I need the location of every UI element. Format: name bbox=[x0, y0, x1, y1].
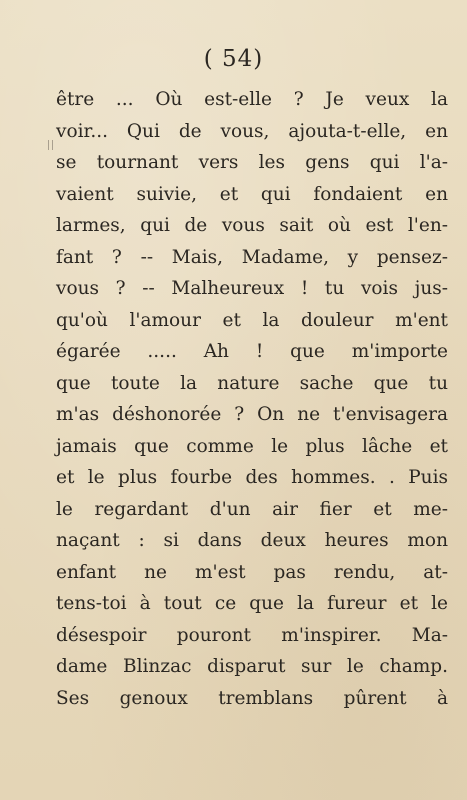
text-line: fant ? -- Mais, Madame, y pensez- bbox=[56, 246, 448, 268]
text-line: qu'où l'amour et la douleur m'ent bbox=[56, 309, 448, 331]
text-line: que toute la nature sache que tu bbox=[56, 372, 448, 394]
text-line: vaient suivie, et qui fondaient en bbox=[56, 183, 448, 205]
text-line: m'as déshonorée ? On ne t'envisagera bbox=[56, 404, 448, 425]
text-line: Ses genoux tremblans pûrent à bbox=[56, 687, 448, 709]
text-line: être ... Où est-elle ? Je veux la bbox=[56, 89, 448, 110]
text-line: égarée ..... Ah ! que m'importe bbox=[56, 341, 448, 362]
text-line: désespoir pouront m'inspirer. Ma- bbox=[56, 624, 448, 646]
text-line: larmes, qui de vous sait où est l'en- bbox=[56, 215, 448, 236]
text-line: naçant : si dans deux heures mon bbox=[56, 530, 448, 551]
text-line: vous ? -- Malheureux ! tu vois jus- bbox=[56, 278, 448, 299]
text-line: dame Blinzac disparut sur le champ. bbox=[56, 656, 448, 677]
text-line: enfant ne m'est pas rendu, at- bbox=[56, 561, 448, 583]
text-line: et le plus fourbe des hommes. . Puis bbox=[56, 467, 448, 488]
margin-mark bbox=[48, 140, 53, 150]
body-text bbox=[56, 84, 448, 714]
text-line: jamais que comme le plus lâche et bbox=[56, 435, 448, 457]
text-line: tens-toi à tout ce que la fureur et le bbox=[56, 593, 448, 614]
text-line: se tournant vers les gens qui l'a- bbox=[56, 152, 448, 173]
page-number: ( 54) bbox=[203, 46, 264, 72]
text-line: le regardant d'un air fier et me- bbox=[56, 498, 448, 520]
text-line: voir... Qui de vous, ajouta-t-elle, en bbox=[56, 120, 448, 142]
